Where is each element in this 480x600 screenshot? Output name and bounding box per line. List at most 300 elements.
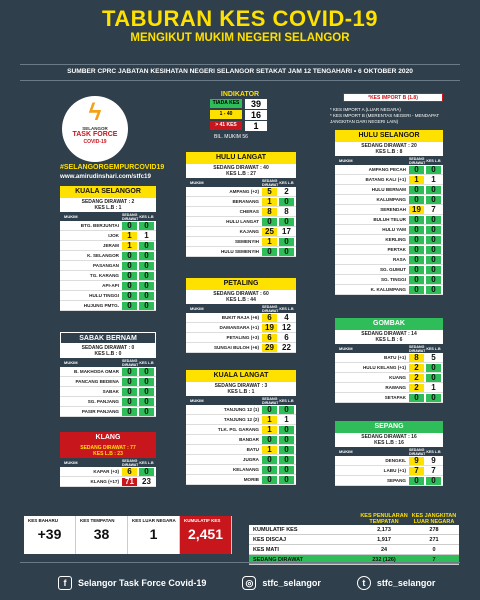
sedang-dirawat-value: 0 xyxy=(122,252,137,260)
mukim-name: HUJUNG PMTG. xyxy=(83,303,119,308)
kes-lb-value: 0 xyxy=(279,446,294,454)
row-label: KUMULATIF KES xyxy=(253,526,298,533)
mukim-name: PASIR PANJANG xyxy=(81,409,119,414)
kes-lb-value: 0 xyxy=(139,252,154,260)
sedang-dirawat: SEDANG DIRAWAT : 3 xyxy=(214,383,268,389)
card-gombak xyxy=(335,318,443,403)
sedang-dirawat-value: 2 xyxy=(409,384,424,392)
mukim-name: KERLING xyxy=(385,237,406,242)
row-tempatan: 24 xyxy=(380,546,388,553)
mukim-name: DENGKIL xyxy=(385,458,406,463)
instagram-link[interactable] xyxy=(242,576,321,590)
mukim-name: B. MAKHODA OMAR xyxy=(74,369,119,374)
mukim-name: BATANG KALI (+1) xyxy=(365,177,406,182)
sedang-dirawat: SEDANG DIRAWAT : 2 xyxy=(81,199,135,205)
mukim-name: IJOK xyxy=(108,233,119,238)
kes-lb-value: 0 xyxy=(426,477,441,485)
col-sd: SEDANG DIRAWAT xyxy=(122,458,139,467)
mukim-row xyxy=(335,373,443,383)
kes-lb-value: 1 xyxy=(431,382,436,392)
mukim-name: SEMENYIH xyxy=(235,239,259,244)
daily-stats xyxy=(24,516,232,554)
card-title: GOMBAK xyxy=(335,318,443,330)
column-header xyxy=(335,344,443,353)
kumulatif-row xyxy=(249,525,459,535)
sedang-dirawat: SEDANG DIRAWAT : 60 xyxy=(213,291,269,297)
col-lb: KES L.B xyxy=(426,449,441,454)
stat-kes-baharu xyxy=(24,516,76,554)
col-mukim: MUKIM xyxy=(64,460,78,465)
sedang-dirawat-value: 1 xyxy=(262,416,277,424)
kes-lb-value: 12 xyxy=(282,322,291,332)
kes-lb-value: 0 xyxy=(426,236,441,244)
card-summary xyxy=(335,433,443,447)
column-header xyxy=(186,304,296,313)
mukim-row xyxy=(186,435,296,445)
mukim-row xyxy=(335,165,443,175)
mukim-row xyxy=(60,251,156,261)
column-header xyxy=(60,212,156,221)
page-subtitle: MENGIKUT MUKIM NEGERI SELANGOR xyxy=(130,32,350,44)
mukim-name: BATU (+1) xyxy=(384,355,406,360)
kes-lb-value: 5 xyxy=(431,352,436,362)
import-notes xyxy=(330,107,460,125)
kes-lb-value: 0 xyxy=(426,364,441,372)
instagram-label: stfc_selangor xyxy=(262,578,321,588)
kes-lb-value: 0 xyxy=(426,186,441,194)
mukim-name: KAJANG xyxy=(239,229,259,234)
sedang-dirawat-value: 0 xyxy=(122,222,137,230)
kes-lb-value: 0 xyxy=(279,248,294,256)
mukim-name: BUKIT RAJA (+6) xyxy=(221,315,259,320)
kes-lb-value: 0 xyxy=(139,282,154,290)
mukim-row xyxy=(60,271,156,281)
mukim-name: SG. PANJANG xyxy=(87,399,119,404)
row-label: SEDANG DIRAWAT xyxy=(253,556,304,563)
facebook-link[interactable] xyxy=(58,576,206,590)
mukim-row xyxy=(186,247,296,257)
sedang-dirawat: SEDANG DIRAWAT : 0 xyxy=(81,345,135,351)
sedang-dirawat-value: 0 xyxy=(409,166,424,174)
sedang-dirawat-value: 0 xyxy=(122,408,137,416)
sedang-dirawat-value: 0 xyxy=(409,276,424,284)
rows xyxy=(60,221,156,311)
mukim-row xyxy=(186,313,296,323)
rows xyxy=(186,313,296,353)
column-header xyxy=(335,447,443,456)
column-header xyxy=(186,396,296,405)
kes-lb-value: 0 xyxy=(279,218,294,226)
mukim-row xyxy=(60,387,156,397)
kumulatif-table xyxy=(249,511,459,565)
footer xyxy=(0,566,480,600)
mukim-name: HULU BERNAM xyxy=(371,187,406,192)
mukim-name: LABU (+1) xyxy=(383,468,406,473)
kes-lb-value: 0 xyxy=(279,406,294,414)
kes-lb: KES L.B : 1 xyxy=(94,205,122,211)
mukim-row xyxy=(60,377,156,387)
col-mukim: MUKIM xyxy=(339,449,353,454)
indikator-value: 16 xyxy=(245,110,267,120)
mukim-row xyxy=(335,265,443,275)
sedang-dirawat-value: 0 xyxy=(262,436,277,444)
mukim-name: HULU KELANG (+1) xyxy=(362,365,406,370)
card-sabak-bernam xyxy=(60,332,156,417)
kes-lb-value: 0 xyxy=(426,276,441,284)
mukim-name: RASA xyxy=(392,257,406,262)
kes-lb-value: 0 xyxy=(139,368,154,376)
kes-lb-value: 22 xyxy=(282,342,291,352)
col-mukim: MUKIM xyxy=(190,180,204,185)
sedang-dirawat-value: 9 xyxy=(409,457,424,465)
mukim-name: SEPANG xyxy=(386,478,406,483)
mukim-name: PANCANG BEDENA xyxy=(75,379,119,384)
sedang-dirawat-value: 19 xyxy=(262,324,277,332)
kes-lb-value: 17 xyxy=(282,226,291,236)
sedang-dirawat-value: 1 xyxy=(262,238,277,246)
sedang-dirawat-value: 0 xyxy=(409,216,424,224)
mukim-name: TANJUNG 12 (1) xyxy=(223,407,259,412)
col-sd: SEDANG DIRAWAT xyxy=(122,212,139,221)
sedang-dirawat-value: 0 xyxy=(409,256,424,264)
card-kuala-langat xyxy=(186,370,296,485)
mukim-row xyxy=(186,333,296,343)
mukim-name: HULU YAM xyxy=(382,227,406,232)
sedang-dirawat-value: 19 xyxy=(409,206,424,214)
sedang-dirawat-value: 71 xyxy=(122,478,137,486)
col-mukim: MUKIM xyxy=(190,306,204,311)
kumulatif-header xyxy=(249,511,459,525)
row-tempatan: 1,917 xyxy=(377,536,391,543)
mukim-row xyxy=(335,275,443,285)
col-sd: SEDANG DIRAWAT xyxy=(409,344,426,353)
kes-lb-value: 0 xyxy=(139,408,154,416)
sedang-dirawat-value: 8 xyxy=(409,354,424,362)
row-luar: 0 xyxy=(432,546,436,553)
import-note-a: * KES IMPORT A (LUAR NEGARA) xyxy=(330,107,401,112)
mukim-name: AMPANG PECAH xyxy=(368,167,406,172)
card-summary xyxy=(60,198,156,212)
sedang-dirawat-value: 0 xyxy=(409,286,424,294)
mukim-row xyxy=(60,261,156,271)
import-badge: *KES IMPORT B (1.8) xyxy=(343,93,443,102)
header-luar-negara: KES JANGKITAN LUAR NEGARA xyxy=(411,513,457,525)
twitter-icon: t xyxy=(357,576,371,590)
kes-lb-value: 4 xyxy=(284,312,289,322)
kes-lb-value: 0 xyxy=(426,374,441,382)
sedang-dirawat-value: 6 xyxy=(262,314,277,322)
column-header xyxy=(186,178,296,187)
mukim-row xyxy=(335,285,443,295)
kes-lb-value: 0 xyxy=(279,198,294,206)
sedang-dirawat-value: 0 xyxy=(262,218,277,226)
mukim-row xyxy=(335,456,443,466)
mukim-row xyxy=(60,281,156,291)
sedang-dirawat-value: 0 xyxy=(122,388,137,396)
mukim-name: SUNGAI BULOH (+6) xyxy=(213,345,259,350)
sedang-dirawat-value: 0 xyxy=(122,262,137,270)
row-label: KES DISCAJ xyxy=(253,536,287,543)
mukim-row xyxy=(60,221,156,231)
facebook-label: Selangor Task Force Covid-19 xyxy=(78,578,207,588)
mukim-name: AMPANG (+2) xyxy=(229,189,259,194)
row-luar: 278 xyxy=(429,526,439,533)
kes-lb-value: 0 xyxy=(279,456,294,464)
mukim-row xyxy=(186,343,296,353)
source-note: SUMBER CPRC JABATAN KESIHATAN NEGERI SELANGOR SETAKAT JAM 12 TENGAHARI • 6 OKTOBER 2020 xyxy=(20,64,460,75)
kes-lb-value: 0 xyxy=(279,426,294,434)
mukim-row xyxy=(186,475,296,485)
mukim-row xyxy=(335,255,443,265)
sedang-dirawat-value: 1 xyxy=(122,242,137,250)
sedang-dirawat-value: 6 xyxy=(122,468,137,476)
card-summary xyxy=(335,330,443,344)
col-lb: KES L.B xyxy=(279,180,294,185)
sedang-dirawat-value: 0 xyxy=(122,282,137,290)
row-luar: 7 xyxy=(432,556,436,563)
sedang-dirawat-value: 0 xyxy=(409,477,424,485)
sedang-dirawat-value: 0 xyxy=(409,226,424,234)
mukim-row xyxy=(60,407,156,417)
mukim-name: SG. TINGGI xyxy=(380,277,406,282)
column-header xyxy=(60,358,156,367)
kes-lb-value: 0 xyxy=(426,216,441,224)
row-tempatan: 232 (126) xyxy=(372,556,396,563)
kes-lb-value: 0 xyxy=(139,378,154,386)
sedang-dirawat-value: 6 xyxy=(262,334,277,342)
stfc-logo xyxy=(62,96,128,162)
kes-lb-value: 0 xyxy=(139,292,154,300)
stat-label: KES LUAR NEGARA xyxy=(132,518,176,523)
kes-lb-value: 23 xyxy=(142,476,151,486)
column-header xyxy=(335,156,443,165)
card-petaling xyxy=(186,278,296,353)
mukim-row xyxy=(335,245,443,255)
card-title: SEPANG xyxy=(335,421,443,433)
card-title: SABAK BERNAM xyxy=(60,332,156,344)
kes-lb-value: 0 xyxy=(139,388,154,396)
footer-divider xyxy=(20,562,460,563)
col-lb: KES L.B xyxy=(426,158,441,163)
mukim-row xyxy=(186,455,296,465)
kes-lb: KES L.B : 1 xyxy=(227,389,255,395)
rows xyxy=(60,467,156,487)
mukim-name: SG. GUMUT xyxy=(379,267,406,272)
col-mukim: MUKIM xyxy=(339,158,353,163)
col-mukim: MUKIM xyxy=(190,398,204,403)
card-kuala-selangor xyxy=(60,186,156,311)
sedang-dirawat-value: 0 xyxy=(409,186,424,194)
mukim-row xyxy=(60,241,156,251)
col-lb: KES L.B xyxy=(279,306,294,311)
kes-lb-value: 1 xyxy=(431,174,436,184)
kes-lb-value: 7 xyxy=(431,465,436,475)
mukim-row xyxy=(186,323,296,333)
mukim-row xyxy=(186,415,296,425)
mukim-name: DAMANSARA (+1) xyxy=(219,325,259,330)
sedang-dirawat-value: 29 xyxy=(262,344,277,352)
mukim-name: HULU LANGAT xyxy=(226,219,259,224)
card-title: KUALA SELANGOR xyxy=(60,186,156,198)
sedang-dirawat-value: 0 xyxy=(122,368,137,376)
mukim-row xyxy=(186,425,296,435)
sedang-dirawat-value: 0 xyxy=(122,378,137,386)
col-mukim: MUKIM xyxy=(64,214,78,219)
mukim-name: BATU xyxy=(246,447,259,452)
kes-lb: KES L.B : 27 xyxy=(226,171,256,177)
indikator-panel xyxy=(210,91,270,131)
mukim-row xyxy=(335,185,443,195)
sedang-dirawat: SEDANG DIRAWAT : 20 xyxy=(361,143,417,149)
mukim-row xyxy=(186,187,296,197)
col-lb: KES L.B xyxy=(426,346,441,351)
kes-lb-value: 9 xyxy=(431,455,436,465)
kes-lb-value: 0 xyxy=(426,266,441,274)
rows xyxy=(335,456,443,486)
mukim-row xyxy=(186,227,296,237)
card-klang xyxy=(60,432,156,487)
mukim-row xyxy=(335,175,443,185)
sedang-dirawat-value: 2 xyxy=(409,374,424,382)
mukim-row xyxy=(335,476,443,486)
kes-lb-value: 0 xyxy=(139,262,154,270)
logo-top: SELANGOR xyxy=(82,126,108,131)
page-title: TABURAN KES COVID-19 xyxy=(101,6,379,31)
rows xyxy=(335,353,443,403)
sedang-dirawat-value: 0 xyxy=(262,476,277,484)
mukim-row xyxy=(335,215,443,225)
sedang-dirawat-value: 0 xyxy=(409,236,424,244)
mukim-name: SETAPAK xyxy=(384,395,406,400)
row-luar: 271 xyxy=(429,536,439,543)
logo-line1: TASK FORCE xyxy=(72,131,118,138)
indikator-title: INDIKATOR xyxy=(220,91,260,98)
kes-lb-value: 0 xyxy=(426,286,441,294)
card-sepang xyxy=(335,421,443,486)
sedang-dirawat-value: 0 xyxy=(262,466,277,474)
header-tempatan: KES PENULARAN TEMPATAN xyxy=(360,513,408,525)
sedang-dirawat-value: 0 xyxy=(409,394,424,402)
card-title: KLANG xyxy=(60,432,156,444)
mukim-row xyxy=(60,301,156,311)
stat-kes-luar-negara xyxy=(128,516,180,554)
sedang-dirawat-value: 0 xyxy=(122,292,137,300)
kes-lb-value: 0 xyxy=(139,302,154,310)
mukim-row xyxy=(186,445,296,455)
card-hulu-langat xyxy=(186,152,296,257)
mukim-row xyxy=(60,231,156,241)
kes-lb: KES L.B : 6 xyxy=(375,337,403,343)
stat-value: 38 xyxy=(93,526,110,542)
col-sd: SEDANG DIRAWAT xyxy=(122,358,139,367)
kes-lb-value: 7 xyxy=(431,204,436,214)
kes-lb-value: 2 xyxy=(284,186,289,196)
sedang-dirawat-value: 1 xyxy=(262,426,277,434)
col-sd: SEDANG DIRAWAT xyxy=(262,304,279,313)
mukim-row xyxy=(60,477,156,487)
col-sd: SEDANG DIRAWAT xyxy=(262,396,279,405)
sedang-dirawat-value: 0 xyxy=(262,248,277,256)
twitter-label: stfc_selangor xyxy=(376,578,436,588)
hashtag: #SELANGORGEMPURCOVID19 xyxy=(60,164,165,171)
card-title: HULU LANGAT xyxy=(186,152,296,164)
sedang-dirawat-value: 1 xyxy=(262,446,277,454)
row-tempatan: 2,173 xyxy=(377,526,391,533)
kes-lb-value: 0 xyxy=(139,242,154,250)
mukim-row xyxy=(60,467,156,477)
mukim-row xyxy=(186,405,296,415)
mukim-name: PERTAK xyxy=(387,247,406,252)
mukim-name: PASANGAN xyxy=(93,263,119,268)
website-link[interactable]: www.amirudinshari.com/stfc19 xyxy=(60,173,151,180)
col-sd: SEDANG DIRAWAT xyxy=(409,156,426,165)
mukim-name: CHERAS xyxy=(239,209,259,214)
mukim-row xyxy=(186,217,296,227)
row-label: KES MATI xyxy=(253,546,279,553)
sedang-dirawat: SEDANG DIRAWAT : 40 xyxy=(213,165,269,171)
col-mukim: MUKIM xyxy=(64,360,78,365)
card-summary xyxy=(60,344,156,358)
kes-lb-value: 0 xyxy=(426,226,441,234)
mukim-row xyxy=(186,237,296,247)
sedang-dirawat-value: 0 xyxy=(122,398,137,406)
mukim-name: K. KALUMPANG xyxy=(370,287,406,292)
twitter-link[interactable] xyxy=(357,576,436,590)
card-summary xyxy=(60,444,156,458)
rows xyxy=(186,187,296,257)
kes-lb-value: 0 xyxy=(426,196,441,204)
mukim-row xyxy=(186,465,296,475)
col-sd: SEDANG DIRAWAT xyxy=(262,178,279,187)
stat-kes-tempatan xyxy=(76,516,128,554)
kes-lb-value: 1 xyxy=(144,230,149,240)
sedang-dirawat-value: 8 xyxy=(262,208,277,216)
sedang-dirawat-value: 0 xyxy=(262,406,277,414)
col-lb: KES L.B xyxy=(139,214,154,219)
col-lb: KES L.B xyxy=(139,460,154,465)
kes-lb: KES L.B : 0 xyxy=(94,351,122,357)
sedang-dirawat: SEDANG DIRAWAT : 77 xyxy=(80,445,136,451)
mukim-row xyxy=(60,367,156,377)
col-lb: KES L.B xyxy=(279,398,294,403)
mukim-name: BERANANG xyxy=(232,199,259,204)
mukim-row xyxy=(186,197,296,207)
col-lb: KES L.B xyxy=(139,360,154,365)
mukim-row xyxy=(335,363,443,373)
mukim-name: TG. KARANG xyxy=(89,273,119,278)
kes-lb-value: 0 xyxy=(139,272,154,280)
card-title: KUALA LANGAT xyxy=(186,370,296,382)
mukim-row xyxy=(186,207,296,217)
mukim-name: API-API xyxy=(102,283,119,288)
mukim-name: RAWANG xyxy=(385,385,406,390)
stat-label: KUMULATIF KES xyxy=(184,518,221,523)
card-summary xyxy=(186,164,296,178)
mukim-row xyxy=(335,466,443,476)
mukim-name: JUGRA xyxy=(242,457,259,462)
mukim-name: JERAM xyxy=(102,243,119,248)
sedang-dirawat-value: 0 xyxy=(409,266,424,274)
kes-lb: KES L.B : 44 xyxy=(226,297,256,303)
stat-value: +39 xyxy=(37,526,62,542)
kes-lb-value: 0 xyxy=(139,222,154,230)
mukim-row xyxy=(335,205,443,215)
logo-line2: COVID-19 xyxy=(83,139,107,145)
col-sd: SEDANG DIRAWAT xyxy=(409,447,426,456)
kes-lb-value: 6 xyxy=(284,332,289,342)
card-summary xyxy=(335,142,443,156)
mukim-name: MORIB xyxy=(243,477,259,482)
